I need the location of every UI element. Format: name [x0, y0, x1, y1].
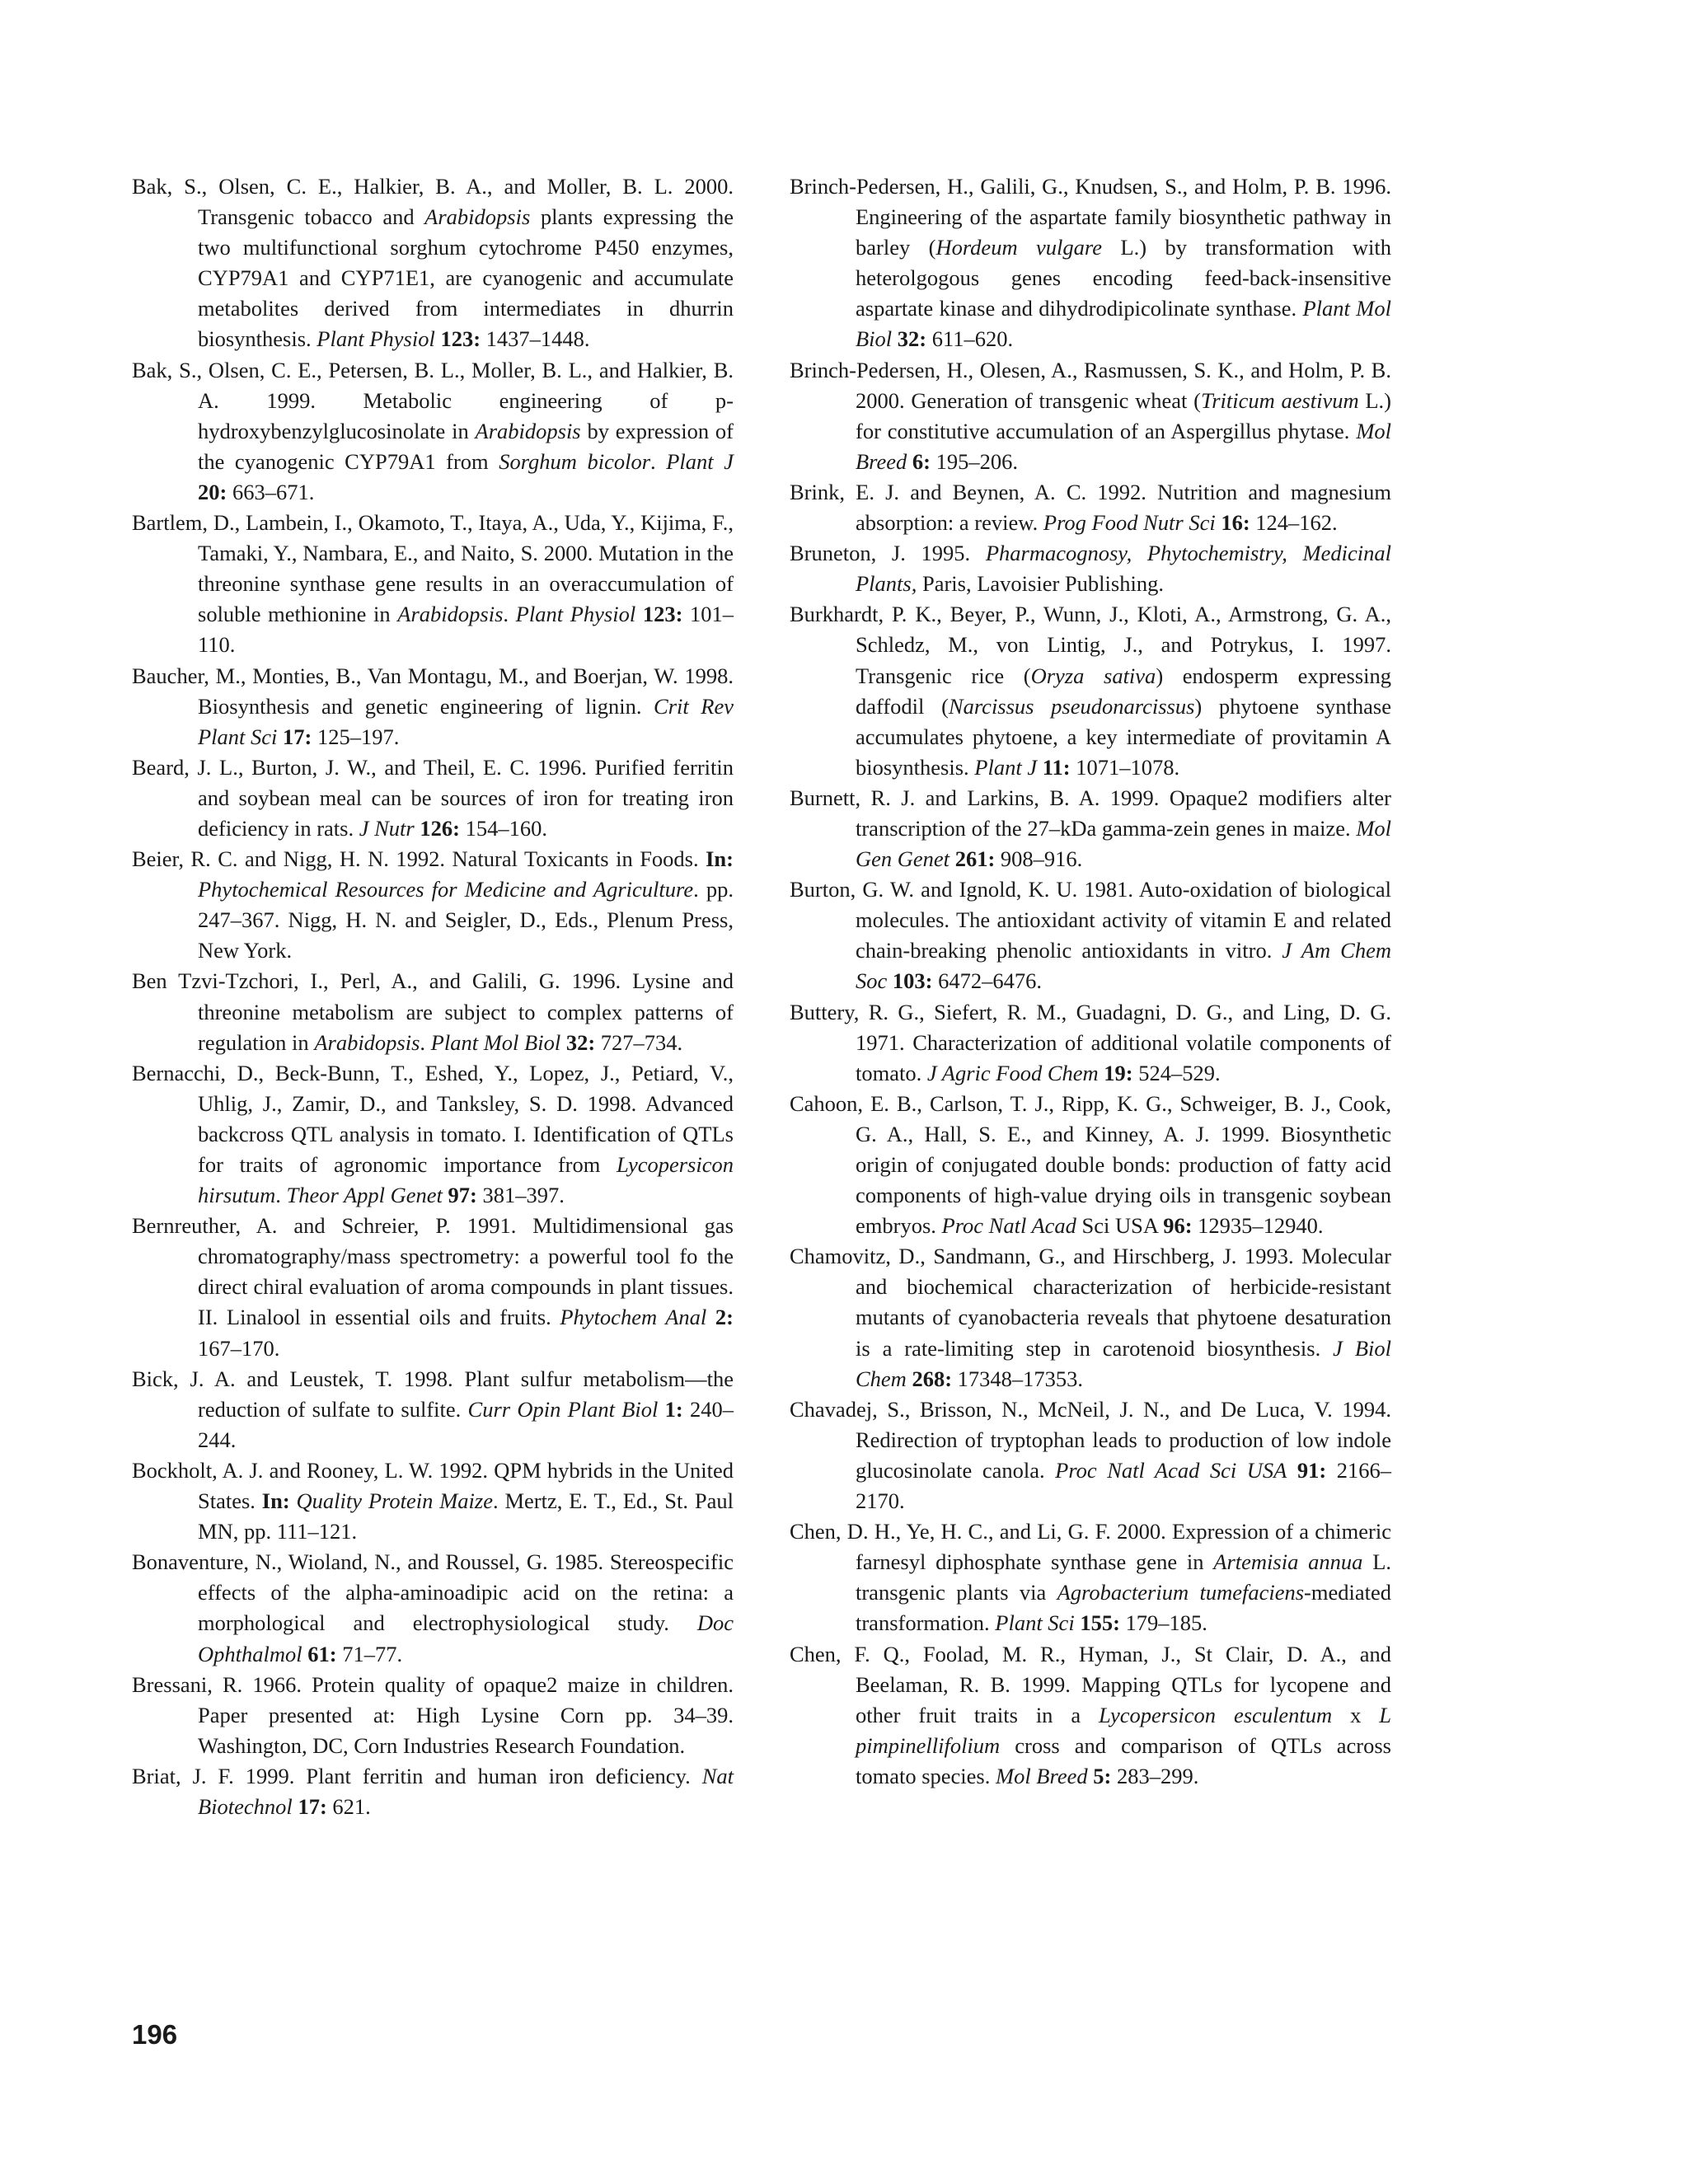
bold-text: 155: — [1074, 1610, 1120, 1636]
italic-text: Lycopersicon esculentum — [1099, 1702, 1333, 1727]
reference-entry — [790, 477, 1391, 538]
bold-text: 261: — [950, 846, 996, 872]
reference-text: Chamovitz, D., Sandmann, G., and Hirschberg, J. 1993. Molecular and biochemical characterization of herbicide-resistant mutants of cyanobacteria reveals that phytoene desaturation is a rate-limiting step in carotenoid biosynthesis. — [790, 1244, 1391, 1361]
reference-text: by expression of the cyanogenic CYP79A1 from — [198, 418, 734, 474]
bold-text: 91: — [1287, 1457, 1327, 1483]
bold-text: 17: — [292, 1793, 327, 1819]
reference-text: Beier, R. C. and Nigg, H. N. 1992. Natural Toxicants in Foods. — [132, 846, 706, 872]
italic-text: Curr Opin Plant Biol — [467, 1396, 659, 1422]
reference-text: Paris, Lavoisier Publishing. — [917, 571, 1164, 597]
reference-entry — [132, 1364, 734, 1455]
italic-text: Theor Appl Genet — [286, 1183, 443, 1208]
italic-text: Hordeum vulgare — [935, 235, 1102, 260]
reference-text: 663–671. — [227, 479, 315, 504]
reference-entry — [132, 1547, 734, 1669]
reference-entry — [790, 783, 1391, 874]
bold-text: 1: — [658, 1396, 683, 1422]
reference-text: 12935–12940. — [1192, 1213, 1324, 1239]
italic-text: Phytochem Anal — [560, 1305, 707, 1330]
reference-text: . — [650, 448, 667, 474]
italic-text: Plant Sci — [995, 1610, 1075, 1636]
reference-entry — [132, 844, 734, 966]
reference-text: 125–197. — [312, 724, 400, 749]
reference-text: Beard, J. L., Burton, J. W., and Theil, E. C. 1996. Purified ferritin and soybean meal can be sources of iron for treating iron deficiency in rats. — [132, 754, 734, 841]
reference-text: Bernacchi, D., Beck-Bunn, T., Eshed, Y., Lopez, J., Petiard, V., Uhlig, J., Zamir, D., and Tanksley, S. D. 1998. Advanced backcross QTL analysis in tomato. I. Identification of QTLs for traits of agronomic importance from — [132, 1060, 734, 1177]
reference-text: 17348–17353. — [952, 1366, 1084, 1391]
reference-entry — [790, 1089, 1391, 1241]
reference-text: Brinch-Pedersen, H., Galili, G., Knudsen, S., and Holm, P. B. 1996. Engineering of the aspartate family biosynthetic pathway in barley ( — [790, 174, 1391, 260]
reference-text: Bak, S., Olsen, C. E., Petersen, B. L., Moller, B. L., and Halkier, B. A. 1999. Metabolic engineering of p-hydroxybenzylglucosinolate in — [132, 357, 734, 443]
italic-text: Proc Natl Acad — [941, 1213, 1076, 1239]
italic-text: Proc Natl Acad Sci USA — [1055, 1457, 1287, 1483]
reference-text: ) endosperm expressing daffodil ( — [856, 663, 1392, 719]
italic-text: Plant J — [974, 754, 1038, 780]
reference-text: 124–162. — [1250, 510, 1338, 536]
reference-entry — [790, 997, 1391, 1089]
reference-text: Bak, S., Olsen, C. E., Halkier, B. A., and Moller, B. L. 2000. Transgenic tobacco and — [132, 174, 734, 230]
reference-entry — [132, 171, 734, 355]
bold-text: 20: — [198, 479, 227, 504]
reference-text: . — [503, 602, 516, 627]
reference-text: Bockholt, A. J. and Rooney, L. W. 1992. QPM hybrids in the United States. — [132, 1457, 734, 1514]
reference-text: 101–110. — [198, 602, 734, 658]
italic-text: Quality Protein Maize — [296, 1488, 493, 1514]
reference-text: 240–244. — [198, 1396, 734, 1452]
reference-entry — [790, 355, 1391, 477]
reference-text: cross and comparison of QTLs across tomato species. — [856, 1732, 1391, 1788]
bold-text: 11: — [1037, 754, 1071, 780]
page-number: 196 — [132, 2019, 178, 2050]
italic-text: J Am Chem Soc — [856, 938, 1391, 994]
bold-text: 19: — [1098, 1060, 1133, 1085]
reference-text: . — [275, 1183, 287, 1208]
bold-text: 32: — [892, 326, 927, 352]
bold-text: 103: — [887, 968, 933, 994]
reference-text: 179–185. — [1119, 1610, 1207, 1636]
reference-text: 154–160. — [459, 815, 547, 841]
italic-text: Arabidopsis — [424, 204, 531, 230]
reference-entry — [132, 752, 734, 844]
italic-text: Arabidopsis — [475, 418, 581, 443]
reference-text: Brinch-Pedersen, H., Olesen, A., Rasmussen, S. K., and Holm, P. B. 2000. Generation of transgenic wheat ( — [790, 357, 1391, 413]
reference-text: 1437–1448. — [481, 326, 590, 352]
bold-text: 32: — [560, 1029, 596, 1055]
reference-text: Briat, J. F. 1999. Plant ferritin and human iron deficiency. — [132, 1763, 702, 1788]
reference-text: Bick, J. A. and Leustek, T. 1998. Plant sulfur metabolism—the reduction of sulfate to sulfite. — [132, 1366, 734, 1422]
references-column-left — [132, 171, 734, 1822]
bold-text: In: — [706, 846, 734, 872]
italic-text: Plant J — [666, 448, 734, 474]
italic-text: Arabidopsis — [397, 602, 504, 627]
bold-text: 97: — [442, 1183, 477, 1208]
reference-text: 2166–2170. — [856, 1457, 1391, 1514]
italic-text: Plant Mol Biol — [856, 296, 1391, 352]
italic-text: Nat Biotechnol — [198, 1763, 734, 1819]
reference-text: Chavadej, S., Brisson, N., McNeil, J. N., and De Luca, V. 1994. Redirection of tryptophan leads to production of low indole glucosinolate canola. — [790, 1396, 1391, 1483]
italic-text: Plant Mol Biol — [430, 1029, 561, 1055]
reference-entry — [790, 1241, 1391, 1394]
reference-text: . — [420, 1029, 431, 1055]
reference-text: Bonaventure, N., Wioland, N., and Roussel, G. 1985. Stereospecific effects of the alpha-aminoadipic acid on the retina: a morphological and electrophysiological study. — [132, 1549, 734, 1636]
italic-text: Mol Breed — [856, 418, 1391, 474]
reference-entry — [132, 1670, 734, 1761]
reference-text: 6472–6476. — [932, 968, 1042, 994]
italic-text: Mol Breed — [996, 1763, 1088, 1788]
italic-text: Crit Rev Plant Sci — [198, 693, 734, 749]
bold-text: 126: — [414, 815, 460, 841]
bold-text: 6: — [907, 448, 931, 474]
reference-text: Burkhardt, P. K., Beyer, P., Wunn, J., Kloti, A., Armstrong, G. A., Schledz, M., von Lintig, J., and Potrykus, I. 1997. Transgenic rice ( — [790, 602, 1391, 688]
reference-text: Baucher, M., Monties, B., Van Montagu, M., and Boerjan, W. 1998. Biosynthesis and genetic engineering of lignin. — [132, 663, 734, 719]
reference-text: 1071–1078. — [1070, 754, 1180, 780]
bold-text: In: — [261, 1488, 290, 1514]
italic-text: Arabidopsis — [314, 1029, 420, 1055]
reference-text: Ben Tzvi-Tzchori, I., Perl, A., and Galili, G. 1996. Lysine and threonine metabolism are subject to complex patterns of regulation in — [132, 968, 734, 1055]
bold-text: 96: — [1163, 1213, 1193, 1239]
italic-text: J Nutr — [359, 815, 415, 841]
reference-text: . Mertz, E. T., Ed., St. Paul MN, pp. 111–121. — [198, 1488, 734, 1544]
reference-entry — [790, 1394, 1391, 1516]
reference-text: Bartlem, D., Lambein, I., Okamoto, T., Itaya, A., Uda, Y., Kijima, F., Tamaki, Y., Nambara, E., and Naito, S. 2000. Mutation in the threonine synthase gene results in an overaccumulation of soluble methionine in — [132, 510, 734, 627]
reference-text: -mediated transformation. — [856, 1580, 1391, 1636]
reference-text: L. transgenic plants via — [856, 1549, 1392, 1605]
reference-text: Burnett, R. J. and Larkins, B. A. 1999. Opaque2 modifiers alter transcription of the 27–kDa gamma-zein genes in maize. — [790, 785, 1391, 841]
italic-text: Pharmacognosy, Phytochemistry, Medicinal Plants, — [856, 541, 1391, 597]
reference-text: 195–206. — [931, 448, 1018, 474]
italic-text: Artemisia annua — [1213, 1549, 1363, 1575]
reference-text: 908–916. — [995, 846, 1083, 872]
reference-text: ) phytoene synthase accumulates phytoene, a key intermediate of provitamin A biosynthesis. — [856, 693, 1391, 780]
references-column-right — [790, 171, 1391, 1792]
reference-text: . pp. 247–367. Nigg, H. N. and Seigler, D., Eds., Plenum Press, New York. — [198, 877, 734, 963]
reference-entry — [790, 538, 1391, 599]
reference-text: Sci USA — [1076, 1213, 1164, 1239]
italic-text: Plant Physiol — [515, 602, 636, 627]
reference-text: 727–734. — [595, 1029, 683, 1055]
reference-text: Brink, E. J. and Beynen, A. C. 1992. Nutrition and magnesium absorption: a review. — [790, 479, 1391, 536]
bold-text: 123: — [635, 602, 683, 627]
reference-text: 524–529. — [1132, 1060, 1221, 1085]
reference-text: Bruneton, J. 1995. — [790, 541, 986, 566]
reference-text: 611–620. — [926, 326, 1014, 352]
italic-text: Agrobacterium tumefaciens — [1057, 1580, 1305, 1605]
reference-text: L.) for constitutive accumulation of an Aspergillus phytase. — [856, 387, 1392, 443]
reference-entry — [790, 1516, 1391, 1638]
italic-text: Oryza sativa — [1030, 663, 1156, 688]
reference-text: 621. — [326, 1793, 371, 1819]
bold-text: 268: — [906, 1366, 953, 1391]
italic-text: L pimpinellifolium — [856, 1702, 1392, 1758]
italic-text: Plant Physiol — [316, 326, 435, 352]
reference-text: 71–77. — [336, 1641, 403, 1666]
reference-text: Cahoon, E. B., Carlson, T. J., Ripp, K. G., Schweiger, B. J., Cook, G. A., Hall, S. E., and Kinney, A. J. 1999. Biosynthetic origin of conjugated double bonds: production of fatty acid components of high-value drying oils in transgenic soybean embryos. — [790, 1090, 1391, 1239]
reference-text: x — [1332, 1702, 1380, 1727]
reference-entry — [790, 1639, 1391, 1792]
italic-text: Narcissus pseudonarcissus — [948, 693, 1195, 719]
reference-text: Bressani, R. 1966. Protein quality of opaque2 maize in children. Paper presented at: High Lysine Corn pp. 34–39. Washington, DC, Corn Industries Research Foundation. — [132, 1671, 734, 1758]
italic-text: Lycopersicon hirsutum — [198, 1152, 734, 1208]
bold-text: 123: — [434, 326, 481, 352]
reference-text: L.) by transformation with heterolgogous genes encoding feed-back-insensitive aspartate kinase and dihydrodipicolinate synthase. — [856, 235, 1391, 321]
italic-text: Doc Ophthalmol — [198, 1610, 734, 1666]
reference-text: Chen, F. Q., Foolad, M. R., Hyman, J., St Clair, D. A., and Beelaman, R. B. 1999. Mapping QTLs for lycopene and other fruit traits in a — [790, 1641, 1391, 1727]
reference-entry — [132, 355, 734, 508]
italic-text: Prog Food Nutr Sci — [1043, 510, 1216, 536]
reference-entry — [132, 1761, 734, 1822]
reference-entry — [132, 661, 734, 752]
bold-text: 61: — [302, 1641, 337, 1666]
reference-entry — [132, 1058, 734, 1211]
reference-text: 381–397. — [476, 1183, 565, 1208]
italic-text: J Biol Chem — [856, 1335, 1391, 1391]
reference-entry — [132, 1455, 734, 1547]
reference-entry — [132, 966, 734, 1057]
bold-text: 17: — [277, 724, 312, 749]
italic-text: J Agric Food Chem — [926, 1060, 1099, 1085]
reference-entry — [790, 874, 1391, 996]
italic-text: Mol Gen Genet — [856, 815, 1391, 872]
reference-text: Bernreuther, A. and Schreier, P. 1991. Multidimensional gas chromatography/mass spectrometry: a powerful tool fo the direct chiral evaluation of aroma compounds in plant tissues. II. Linalool in essential oils and fruits. — [132, 1213, 734, 1330]
reference-entry — [790, 171, 1391, 355]
reference-entry — [132, 1211, 734, 1363]
reference-entry — [790, 599, 1391, 783]
reference-text — [290, 1488, 297, 1513]
reference-text: plants expressing the two multifunctional sorghum cytochrome P450 enzymes, CYP79A1 and CYP71E1, are cyanogenic and accumulate metabolites derived from intermediates in dhurrin biosynthesis. — [198, 204, 734, 352]
italic-text: Triticum aestivum — [1200, 387, 1359, 413]
reference-text: Burton, G. W. and Ignold, K. U. 1981. Auto-oxidation of biological molecules. The antioxidant activity of vitamin E and related chain-breaking phenolic antioxidants in vitro. — [790, 877, 1391, 963]
bold-text: 2: — [706, 1305, 734, 1330]
reference-text: Chen, D. H., Ye, H. C., and Li, G. F. 2000. Expression of a chimeric farnesyl diphosphate synthase gene in — [790, 1519, 1391, 1575]
italic-text: Phytochemical Resources for Medicine and Agriculture — [198, 877, 694, 902]
reference-text: Buttery, R. G., Siefert, R. M., Guadagni, D. G., and Ling, D. G. 1971. Characterization of additional volatile components of tomato. — [790, 999, 1391, 1085]
reference-text: 167–170. — [198, 1335, 280, 1361]
reference-text: 283–299. — [1111, 1763, 1199, 1788]
bold-text: 5: — [1087, 1763, 1112, 1788]
reference-entry — [132, 508, 734, 660]
bold-text: 16: — [1215, 510, 1250, 536]
italic-text: Sorghum bicolor — [499, 448, 651, 474]
